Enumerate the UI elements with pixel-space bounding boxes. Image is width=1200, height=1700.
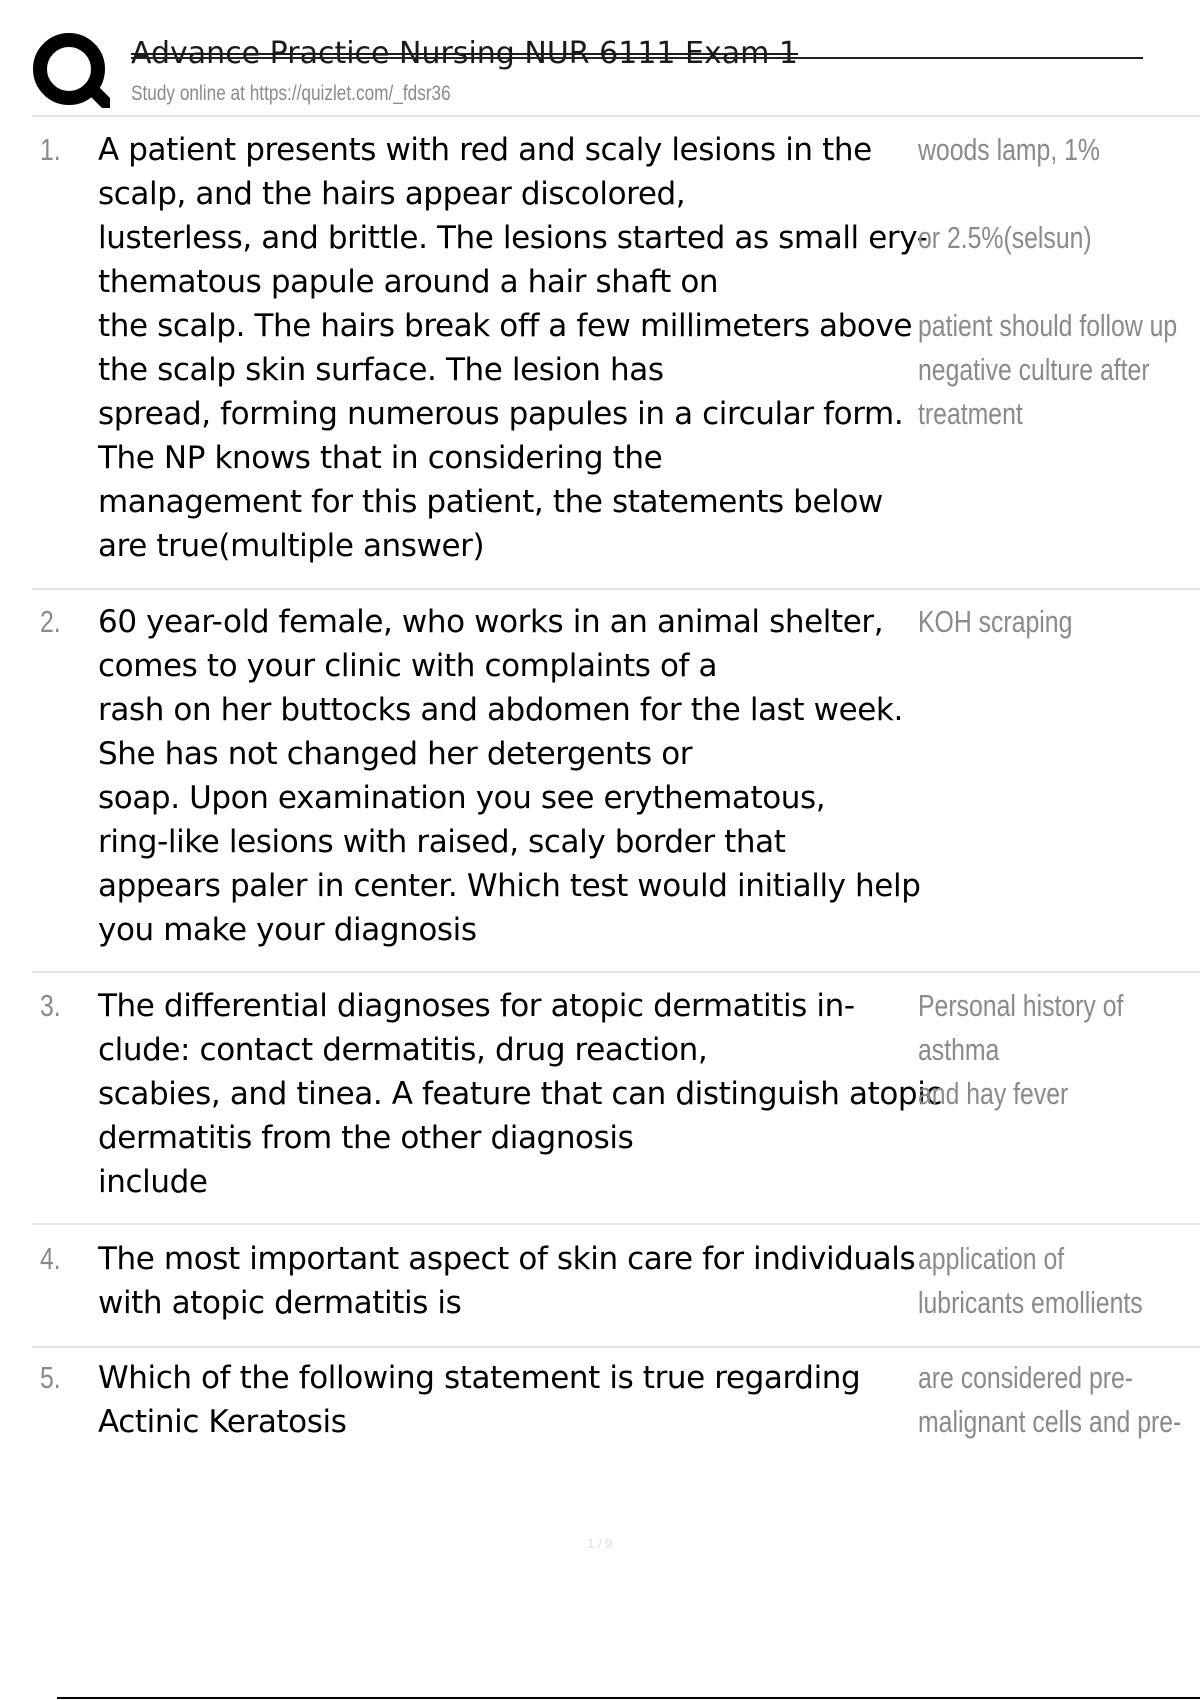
card-divider <box>32 588 1200 590</box>
title-rule <box>131 57 1143 59</box>
card-3 <box>32 984 1200 1204</box>
card-term: The most important aspect of skin care for individuals with atopic dermatitis is <box>98 1241 916 1321</box>
card-number: 3. <box>40 988 61 1023</box>
card-divider <box>32 1346 1200 1348</box>
card-definition: Personal history of asthma and hay fever <box>918 988 1124 1111</box>
card-divider <box>32 971 1200 973</box>
page-indicator: 1 / 9 <box>587 1536 613 1551</box>
quizlet-q-logo-icon <box>32 32 112 112</box>
study-online-link-text: Study online at https://quizlet.com/_fdsr36 <box>131 82 451 105</box>
card-term: The differential diagnoses for atopic dermatitis in- clude: contact dermatitis, drug reaction, scabies, and tinea. A feature that can distinguish atopic dermatitis from the other diagnosis include <box>98 988 943 1200</box>
card-term: Which of the following statement is true regarding Actinic Keratosis <box>98 1360 861 1440</box>
card-term: 60 year-old female, who works in an animal shelter, comes to your clinic with complaints of a rash on her buttocks and abdomen for the last week. She has not changed her detergents or soap. Upon examination you see erythematous, ring-like lesions with raised, scaly border that appears paler in center. Which test would initially help you make your diagnosis <box>98 604 921 948</box>
card-definition: are considered pre- malignant cells and pre- <box>918 1360 1182 1439</box>
card-term: A patient presents with red and scaly lesions in the scalp, and the hairs appear discolored, lusterless, and brittle. The lesions started as small ery- thematous papule around a hair shaft on the scalp. The hairs break off a few millimeters above the scalp skin surface. The lesion has spread, forming numerous papules in a circular form. The NP knows that in considering the management for this patient, the statements below are true(multiple answer) <box>98 132 928 564</box>
header-divider <box>32 115 1200 117</box>
card-definition: application of lubricants emollients <box>918 1241 1143 1320</box>
card-number: 2. <box>40 604 61 639</box>
card-definition: KOH scraping <box>918 604 1073 639</box>
card-number: 1. <box>40 132 61 167</box>
card-4 <box>32 1237 1200 1325</box>
document-title: Advance Practice Nursing NUR 6111 Exam 1 <box>131 36 798 71</box>
card-2 <box>32 600 1200 952</box>
card-5 <box>32 1356 1200 1444</box>
card-definition: woods lamp, 1% or 2.5%(selsun) patient should follow up negative culture after treatment <box>918 132 1178 431</box>
card-1 <box>32 128 1200 568</box>
footer-rule <box>57 1697 1200 1699</box>
card-number: 4. <box>40 1241 61 1276</box>
card-number: 5. <box>40 1360 61 1395</box>
card-divider <box>32 1223 1200 1225</box>
